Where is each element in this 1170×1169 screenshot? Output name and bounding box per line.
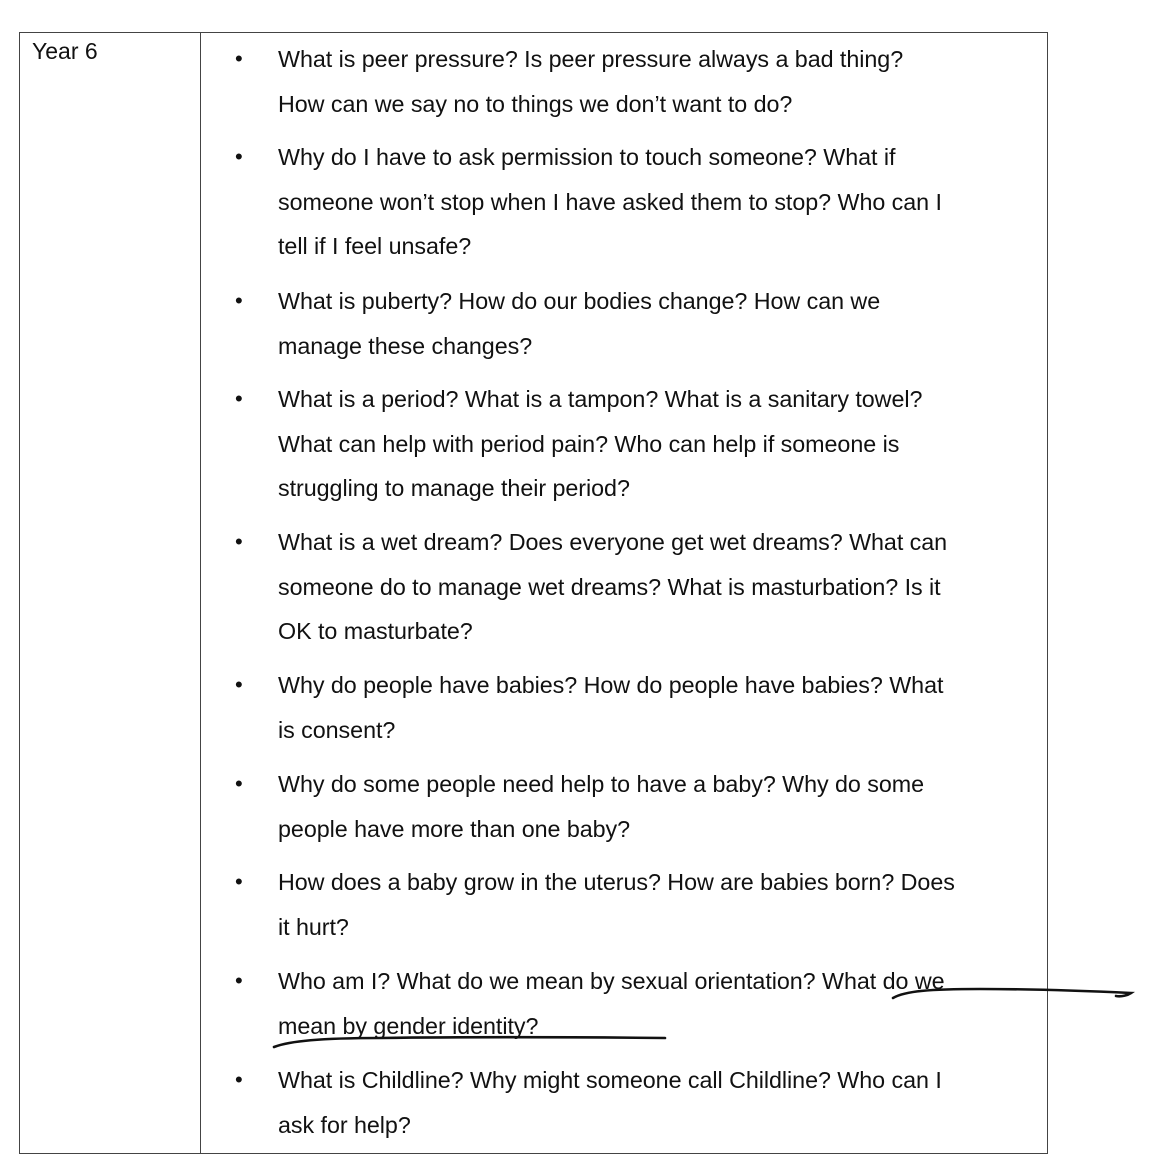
topic-text-line: struggling to manage their period? — [278, 475, 630, 501]
bullet-icon: • — [235, 386, 243, 411]
bullet-icon: • — [235, 771, 243, 796]
topic-text-line: What can help with period pain? Who can help if someone is — [278, 430, 900, 457]
topic-text-line: tell if I feel unsafe? — [278, 233, 472, 259]
topic-text-line: How does a baby grow in the uterus? How are babies born? Does — [278, 869, 955, 895]
bullet-icon: • — [235, 288, 243, 313]
topic-text-line: Why do some people need help to have a baby? Why do some — [278, 771, 925, 797]
topic-text-line: mean by gender identity? — [278, 1012, 539, 1039]
bullet-icon: • — [235, 672, 243, 697]
topic-text-line: people have more than one baby? — [278, 815, 631, 842]
topic-text-line: What is peer pressure? Is peer pressure always a bad thing? — [278, 46, 904, 72]
bullet-icon: • — [235, 46, 243, 71]
topic-text-line: manage these changes? — [278, 332, 533, 359]
topic-text-line: Why do people have babies? How do people have babies? What — [278, 672, 944, 698]
bullet-icon: • — [235, 529, 243, 554]
topic-text-line: someone do to manage wet dreams? What is masturbation? Is it — [278, 573, 941, 600]
topic-text-line: What is puberty? How do our bodies change? How can we — [278, 288, 881, 314]
year-label: Year 6 — [32, 38, 98, 64]
topic-text-line: ask for help? — [278, 1111, 411, 1138]
topic-text-line: someone won’t stop when I have asked them to stop? Who can I — [278, 188, 942, 215]
topic-text-line: is consent? — [278, 716, 396, 743]
topic-text-line: What is a wet dream? Does everyone get wet dreams? What can — [278, 529, 948, 555]
topic-text-line: What is Childline? Why might someone call Childline? Who can I — [278, 1067, 942, 1093]
topic-text-line: How can we say no to things we don’t want to do? — [278, 90, 793, 117]
bullet-icon: • — [235, 968, 243, 993]
topic-text-line: OK to masturbate? — [278, 618, 473, 644]
topic-text-line: it hurt? — [278, 913, 349, 940]
column-divider — [200, 33, 201, 1153]
topic-text-line: Why do I have to ask permission to touch someone? What if — [278, 144, 896, 170]
bullet-icon: • — [235, 869, 243, 894]
bullet-icon: • — [235, 1067, 243, 1092]
topic-text-line: Who am I? What do we mean by sexual orientation? What do we — [278, 968, 945, 994]
bullet-icon: • — [235, 144, 243, 169]
topic-text-line: What is a period? What is a tampon? What is a sanitary towel? — [278, 386, 923, 412]
